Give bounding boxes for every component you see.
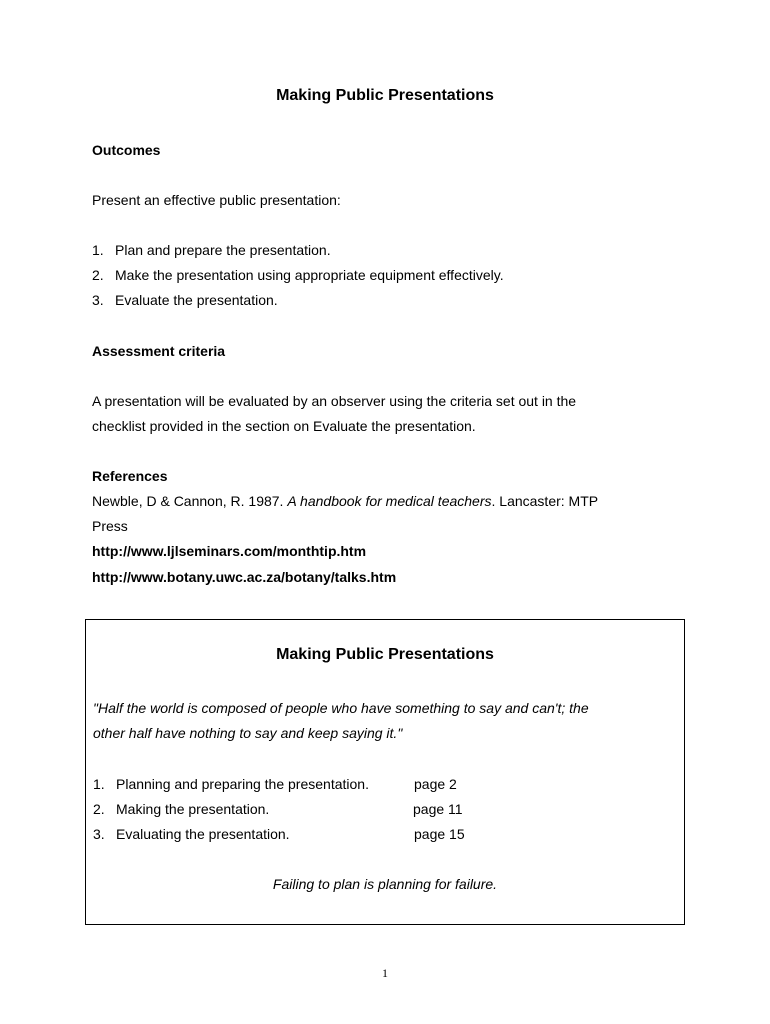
quote-line-1: "Half the world is composed of people who have something to say and can't; the [93,700,589,716]
contents-number: 3. [93,826,105,842]
outcomes-intro: Present an effective public presentation: [92,192,341,208]
outcome-text: Plan and prepare the presentation. [115,242,331,258]
outcome-text: Make the presentation using appropriate equipment effectively. [115,267,504,283]
outcome-number: 2. [92,267,104,283]
box-title: Making Public Presentations [276,646,494,663]
contents-number: 2. [93,801,105,817]
references-heading: References [92,468,168,484]
outcome-number: 1. [92,242,104,258]
contents-item-2 [93,801,269,817]
contents-page-1: page 2 [414,776,457,792]
box-motto: Failing to plan is planning for failure. [272,876,498,892]
reference-authors: Newble, D & Cannon, R. 1987. [92,493,288,509]
outcome-text: Evaluate the presentation. [115,292,278,308]
outcome-number: 3. [92,292,104,308]
outcome-item-2 [92,267,504,283]
contents-text: Making the presentation. [116,801,270,817]
reference-url-2: http://www.botany.uwc.ac.za/botany/talks.htm [92,569,397,585]
outcomes-heading: Outcomes [92,142,161,158]
contents-page-3: page 15 [414,826,465,842]
reference-citation [92,493,598,509]
outcome-item-3 [92,292,278,308]
outcome-item-1 [92,242,331,258]
contents-number: 1. [93,776,105,792]
contents-item-3 [93,826,290,842]
assessment-text-line-2: checklist provided in the section on Evaluate the presentation. [92,418,476,434]
contents-text: Evaluating the presentation. [116,826,290,842]
assessment-text-line-1: A presentation will be evaluated by an observer using the criteria set out in the [92,393,577,409]
assessment-heading: Assessment criteria [92,343,226,359]
reference-citation-line-2: Press [92,518,128,534]
reference-publisher: . Lancaster: MTP [491,493,599,509]
quote-line-2: other half have nothing to say and keep saying it." [93,725,403,741]
page-title: Making Public Presentations [276,87,494,104]
summary-box [85,619,685,925]
page-number: 1 [382,966,388,980]
reference-url-1: http://www.ljlseminars.com/monthtip.htm [92,543,367,559]
contents-page-2: page 11 [413,801,463,817]
reference-book-title: A handbook for medical teachers [287,493,492,509]
contents-text: Planning and preparing the presentation. [116,776,369,792]
contents-item-1 [93,776,369,792]
